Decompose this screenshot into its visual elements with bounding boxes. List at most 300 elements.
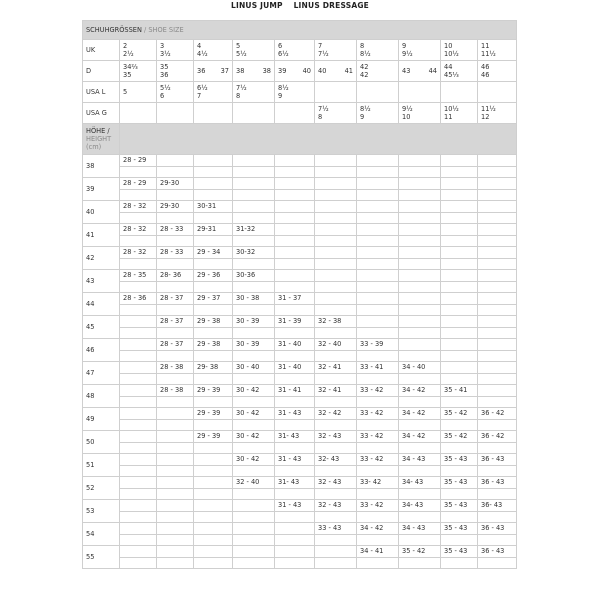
size-range-spacer [120,534,157,546]
shoe-size-value: 9 [278,92,283,100]
size-range-cell [157,454,194,466]
size-range-spacer [478,511,517,523]
size-range-cell [275,201,315,213]
size-range-cell [157,155,194,167]
size-range-cell [357,201,399,213]
size-range-spacer [315,304,357,316]
title-linus-jump: LINUS JUMP [230,1,283,10]
size-range-spacer [233,373,275,385]
size-range-cell: 36 - 43 [478,477,517,489]
height-label: 38 [83,155,120,178]
height-row-sub [83,442,517,454]
shoe-size-value: 6 [160,92,165,100]
size-range-spacer [275,557,315,569]
size-range-cell: 33 - 41 [357,362,399,374]
shoe-size-value: 46 [481,63,490,71]
shoe-size-cell [194,61,233,82]
size-range-spacer [399,327,441,339]
size-range-spacer [315,281,357,293]
size-range-cell: 31 - 40 [275,362,315,374]
size-range-cell [441,293,478,305]
size-range-cell: 31 - 37 [275,293,315,305]
size-range-spacer [233,557,275,569]
size-range-cell: 28- 36 [157,270,194,282]
shoe-size-value: 8½ [360,105,371,113]
size-range-cell: 32 - 40 [315,339,357,351]
shoe-size-cell [315,61,357,82]
size-range-cell [120,362,157,374]
size-range-cell: 35 - 42 [399,546,441,558]
shoe-size-value: 37 [220,67,229,75]
size-range-spacer [233,419,275,431]
size-range-spacer [315,258,357,270]
size-range-spacer [157,442,194,454]
size-range-spacer [275,212,315,224]
size-range-spacer [399,465,441,477]
height-label: 55 [83,546,120,569]
size-range-cell [315,224,357,236]
size-range-cell: 29 - 39 [194,408,233,420]
size-range-cell: 31-32 [233,224,275,236]
size-range-cell: 31- 43 [275,431,315,443]
size-range-cell: 28 - 33 [157,247,194,259]
shoe-row-label: USA G [83,103,120,124]
page-title [0,1,600,10]
size-range-cell: 28 - 32 [120,224,157,236]
size-range-spacer [478,488,517,500]
size-range-spacer [441,442,478,454]
shoe-size-cell [441,103,478,124]
shoe-size-cell [157,103,194,124]
shoe-size-value: 7 [318,42,323,50]
size-range-cell [275,247,315,259]
size-range-cell [275,523,315,535]
size-range-spacer [441,189,478,201]
height-row-sub [83,511,517,523]
size-range-spacer [194,212,233,224]
size-range-spacer [157,373,194,385]
size-range-cell: 29 - 36 [194,270,233,282]
height-row-sub [83,396,517,408]
size-range-spacer [194,488,233,500]
size-range-spacer [194,442,233,454]
shoe-row-d [83,61,517,82]
size-range-cell: 29 - 38 [194,316,233,328]
size-range-spacer [157,235,194,247]
size-range-cell: 32 - 42 [315,408,357,420]
shoe-size-value: 34⅔ [123,63,138,71]
shoe-size-value: 3½ [160,50,171,58]
size-range-cell [120,339,157,351]
shoe-size-cell [315,103,357,124]
height-label: 54 [83,523,120,546]
size-range-spacer [441,327,478,339]
size-range-cell [275,178,315,190]
size-range-cell [441,224,478,236]
height-row [83,316,517,328]
shoe-size-value: 5 [236,42,241,50]
shoe-size-value: 6 [278,42,283,50]
size-range-spacer [120,189,157,201]
height-label: 48 [83,385,120,408]
size-range-cell [120,431,157,443]
size-range-spacer [441,235,478,247]
height-row-sub [83,465,517,477]
height-row [83,500,517,512]
shoe-size-value: 38 [262,67,271,75]
height-row-sub [83,534,517,546]
shoe-size-value: 4 [197,42,202,50]
shoe-size-header-row [83,21,517,40]
size-range-spacer [357,327,399,339]
height-label: 51 [83,454,120,477]
size-range-spacer [441,350,478,362]
size-range-cell [478,247,517,259]
shoe-size-value: 2½ [123,50,134,58]
size-range-spacer [157,557,194,569]
size-range-spacer [120,465,157,477]
size-range-spacer [275,235,315,247]
size-range-spacer [157,327,194,339]
size-range-spacer [275,465,315,477]
size-range-cell: 30 - 39 [233,339,275,351]
shoe-size-value: 2 [123,42,128,50]
size-range-spacer [399,488,441,500]
size-range-cell: 35 - 42 [441,408,478,420]
size-range-cell [441,247,478,259]
size-range-spacer [357,212,399,224]
size-range-cell: 29-30 [157,201,194,213]
size-range-cell: 32- 43 [315,454,357,466]
size-range-cell [441,201,478,213]
size-range-cell: 34- 43 [399,477,441,489]
size-range-cell: 33 - 42 [357,408,399,420]
size-range-spacer [194,396,233,408]
shoe-size-cell [275,103,315,124]
size-range-spacer [157,189,194,201]
size-range-spacer [275,534,315,546]
size-range-cell: 28 - 37 [157,316,194,328]
shoe-size-cell [478,103,517,124]
size-range-spacer [478,258,517,270]
height-label: 46 [83,339,120,362]
size-range-spacer [478,350,517,362]
size-range-spacer [441,166,478,178]
size-range-spacer [233,465,275,477]
shoe-size-value: 5½ [160,84,171,92]
size-range-spacer [233,396,275,408]
size-range-cell [441,155,478,167]
size-range-spacer [315,511,357,523]
size-range-spacer [357,304,399,316]
size-range-cell: 29- 38 [194,362,233,374]
size-range-spacer [441,281,478,293]
shoe-size-value: 10 [402,113,411,121]
size-range-spacer [233,534,275,546]
size-range-spacer [233,511,275,523]
shoe-size-cell [120,103,157,124]
shoe-size-value: 11½ [481,105,496,113]
height-label: 53 [83,500,120,523]
size-range-cell: 33- 42 [357,477,399,489]
shoe-size-cell [275,61,315,82]
shoe-size-value: 7½ [318,105,329,113]
size-range-cell: 31 - 41 [275,385,315,397]
size-range-cell: 33 - 42 [357,454,399,466]
shoe-size-value: 44 [428,67,437,75]
size-range-cell: 30 - 39 [233,316,275,328]
size-range-spacer [399,281,441,293]
size-range-spacer [399,442,441,454]
size-range-cell [157,408,194,420]
size-range-cell: 35 - 41 [441,385,478,397]
shoe-size-value: 42 [360,63,369,71]
shoe-size-value: 8 [318,113,323,121]
size-range-spacer [120,350,157,362]
height-label: 41 [83,224,120,247]
size-range-spacer [233,166,275,178]
size-range-spacer [233,350,275,362]
shoe-size-value: 5 [123,88,128,96]
size-range-cell: 32 - 40 [233,477,275,489]
size-range-spacer [399,419,441,431]
shoe-size-value: 6½ [278,50,289,58]
shoe-size-cell [315,82,357,103]
size-range-spacer [315,396,357,408]
size-range-cell: 28 - 33 [157,224,194,236]
size-range-cell [315,546,357,558]
shoe-size-value: 46 [481,71,490,79]
size-range-spacer [315,212,357,224]
shoe-size-value: 11 [444,113,453,121]
size-range-spacer [315,189,357,201]
size-range-spacer [233,189,275,201]
size-range-spacer [357,396,399,408]
height-header [83,124,120,155]
size-range-cell [120,477,157,489]
size-range-spacer [399,235,441,247]
size-range-spacer [275,304,315,316]
size-range-spacer [478,557,517,569]
size-range-cell: 29 - 34 [194,247,233,259]
size-range-cell: 28 - 37 [157,293,194,305]
size-range-spacer [120,166,157,178]
size-range-cell [275,224,315,236]
shoe-size-value: 9 [360,113,365,121]
height-label: 50 [83,431,120,454]
height-row-sub [83,373,517,385]
size-range-cell [120,546,157,558]
size-range-cell: 32 - 43 [315,477,357,489]
size-range-spacer [157,396,194,408]
size-range-spacer [315,534,357,546]
size-range-spacer [441,488,478,500]
height-label: 52 [83,477,120,500]
size-range-spacer [315,465,357,477]
size-range-spacer [478,534,517,546]
shoe-size-cell [275,40,315,61]
height-row-sub [83,350,517,362]
size-range-cell: 28 - 35 [120,270,157,282]
size-range-spacer [120,235,157,247]
shoe-size-cell [233,61,275,82]
size-range-spacer [478,212,517,224]
size-range-spacer [399,350,441,362]
size-range-spacer [315,557,357,569]
height-label: 40 [83,201,120,224]
size-range-cell [399,316,441,328]
size-range-cell: 33 - 39 [357,339,399,351]
size-range-cell [194,454,233,466]
shoe-size-value: 3 [160,42,165,50]
size-range-spacer [441,396,478,408]
size-range-cell [194,500,233,512]
size-range-cell [357,155,399,167]
size-range-spacer [194,373,233,385]
size-range-cell: 30 - 38 [233,293,275,305]
size-range-spacer [441,534,478,546]
size-range-spacer [194,258,233,270]
size-range-cell [399,224,441,236]
size-range-cell: 36 - 42 [478,431,517,443]
size-range-cell: 32 - 43 [315,431,357,443]
size-range-spacer [194,327,233,339]
size-range-spacer [120,442,157,454]
height-row-sub [83,419,517,431]
size-range-cell [478,316,517,328]
size-range-cell: 31 - 43 [275,408,315,420]
shoe-size-value: 40 [302,67,311,75]
size-range-cell [275,546,315,558]
size-range-spacer [275,327,315,339]
shoe-size-cell [233,40,275,61]
size-range-cell [275,270,315,282]
size-range-cell: 28 - 36 [120,293,157,305]
size-range-spacer [399,258,441,270]
size-range-cell [120,385,157,397]
size-range-spacer [233,258,275,270]
size-range-cell: 29 - 39 [194,385,233,397]
size-range-cell: 32 - 43 [315,500,357,512]
size-range-spacer [120,488,157,500]
size-range-cell [315,270,357,282]
shoe-size-cell [478,40,517,61]
size-range-cell: 34 - 43 [399,454,441,466]
shoe-size-value: 41 [344,67,353,75]
size-range-cell [120,454,157,466]
height-row-sub [83,304,517,316]
size-range-cell: 35 - 42 [441,431,478,443]
size-range-cell [120,408,157,420]
shoe-size-cell [478,82,517,103]
size-range-spacer [275,373,315,385]
shoe-size-value: 11½ [481,50,496,58]
size-range-spacer [157,465,194,477]
shoe-size-header-main: SCHUHGRÖSSEN [86,26,142,34]
height-row [83,477,517,489]
shoe-size-cell [399,103,441,124]
height-row [83,546,517,558]
size-range-cell: 28 - 38 [157,362,194,374]
shoe-size-cell [120,40,157,61]
height-row-sub [83,557,517,569]
size-range-spacer [399,189,441,201]
size-range-spacer [233,281,275,293]
size-range-cell: 31- 43 [275,477,315,489]
size-range-spacer [157,258,194,270]
size-range-spacer [315,350,357,362]
size-range-spacer [357,166,399,178]
shoe-size-value: 10½ [444,105,459,113]
size-range-spacer [275,511,315,523]
shoe-size-cell [120,82,157,103]
size-range-spacer [478,166,517,178]
shoe-size-value: 42 [360,71,369,79]
size-range-cell [357,270,399,282]
size-range-spacer [275,488,315,500]
size-range-spacer [315,373,357,385]
size-range-spacer [357,419,399,431]
shoe-size-value: 7 [197,92,202,100]
size-range-cell [120,500,157,512]
shoe-size-value: 4½ [197,50,208,58]
size-range-spacer [357,511,399,523]
height-label: 47 [83,362,120,385]
size-range-spacer [441,557,478,569]
size-range-cell [120,316,157,328]
size-range-spacer [194,281,233,293]
size-range-spacer [157,166,194,178]
size-range-cell: 29 - 38 [194,339,233,351]
shoe-size-value: 36 [160,71,169,79]
size-range-spacer [120,281,157,293]
height-label: 45 [83,316,120,339]
size-range-cell: 30 - 42 [233,385,275,397]
size-range-cell: 34 - 41 [357,546,399,558]
size-range-cell [233,523,275,535]
size-range-spacer [157,212,194,224]
shoe-size-cell [357,40,399,61]
shoe-size-value: 39 [278,67,287,75]
size-range-cell: 35 - 43 [441,500,478,512]
size-range-spacer [357,488,399,500]
size-range-spacer [194,235,233,247]
shoe-size-value: 8½ [278,84,289,92]
size-range-cell [399,293,441,305]
size-range-spacer [120,304,157,316]
size-range-spacer [441,419,478,431]
height-row [83,362,517,374]
size-range-cell [120,523,157,535]
shoe-size-value: 7½ [236,84,247,92]
size-range-cell: 32 - 41 [315,362,357,374]
height-row-sub [83,235,517,247]
size-range-cell [399,155,441,167]
height-row [83,247,517,259]
size-range-spacer [399,166,441,178]
size-range-spacer [478,281,517,293]
height-row-sub [83,212,517,224]
size-range-spacer [441,258,478,270]
shoe-size-value: 38 [236,67,245,75]
shoe-size-cell [441,40,478,61]
size-range-cell [478,155,517,167]
size-range-spacer [478,327,517,339]
size-range-cell: 35 - 43 [441,523,478,535]
shoe-size-cell [399,82,441,103]
shoe-size-cell [194,40,233,61]
size-range-cell [357,316,399,328]
